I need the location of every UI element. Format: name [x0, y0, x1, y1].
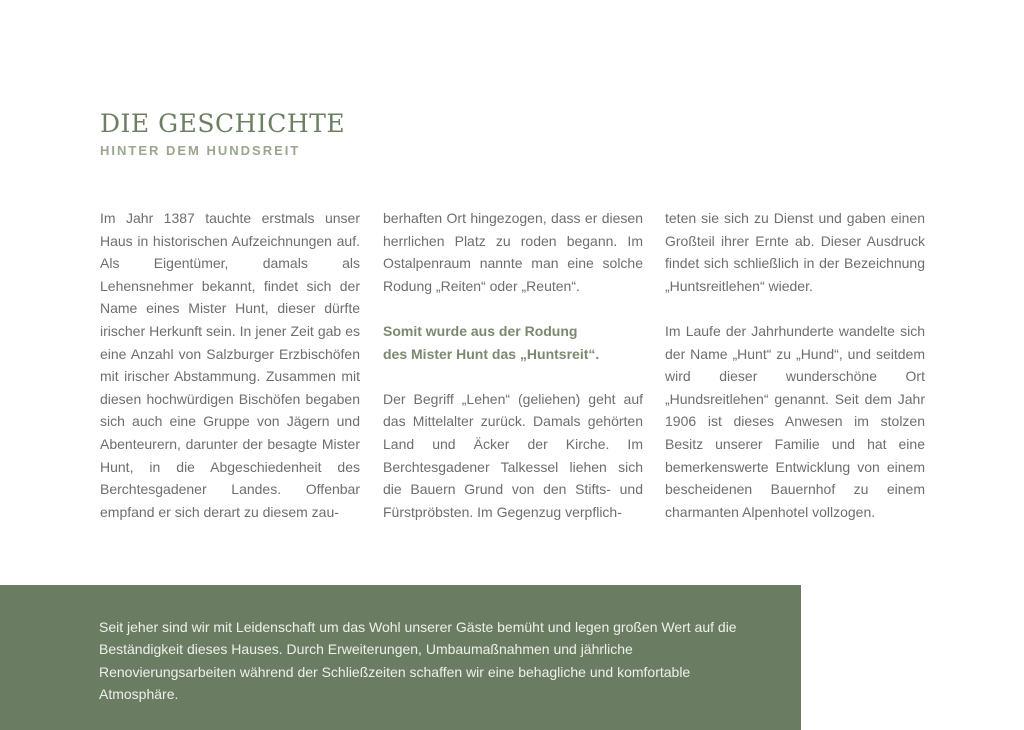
footer-band: [0, 585, 801, 730]
paragraph: teten sie sich zu Dienst und gaben einen Großteil ihrer Ernte ab. Dieser Ausdruck findet sich schließlich in der Bezeichnung „Huntsreitlehen“ wieder.: [665, 210, 925, 294]
paragraph: Der Begriff „Lehen“ (geliehen) geht auf das Mittelalter zurück. Damals gehörten Land und Äcker der Kirche. Im Berchtesgadener Talkessel liehen sich die Bauern Grund von den Stifts- und Fürstpröbsten. Im Gegenzug verpflich-: [383, 390, 643, 520]
text-column-1: [100, 207, 360, 523]
page-subtitle: HINTER DEM HUNDSREIT: [100, 143, 301, 158]
text-column-3: [665, 207, 925, 523]
highlight-line: des Mister Hunt das „Huntsreit“.: [383, 345, 600, 362]
paragraph: Im Laufe der Jahrhunderte wandelte sich der Name „Hunt“ zu „Hund“, und seitdem wird dieser wunderschöne Ort „Hundsreitlehen“ genannt. Seit dem Jahr 1906 ist dieses Anwesen im stolzen Besitz unserer Familie und hat eine bemerkenswerte Entwicklung von einem bescheidenen Bauernhof zu einem charmanten Alpenhotel vollzogen.: [665, 322, 925, 520]
text-column-2: [383, 207, 643, 523]
paragraph: Im Jahr 1387 tauchte erstmals unser Haus in historischen Aufzeichnungen auf. Als Eigentümer, damals als Lehensnehmer bekannt, findet sich der Name eines Mister Hunt, dieser dürfte irischer Herkunft sein. In jener Zeit gab es eine Anzahl von Salzburger Erzbischöfen mit irischer Abstammung. Zusammen mit diesen hochwürdigen Bischöfen begaben sich auch eine Gruppe von Jägern und Abenteurern, darunter der besagte Mister Hunt, in die Abgeschiedenheit des Berchtesgadener Landes. Offenbar empfand er sich derart zu diesem zau-: [100, 210, 360, 520]
highlight-line: Somit wurde aus der Rodung: [383, 322, 578, 339]
section-heading: [100, 108, 345, 158]
band-text: Seit jeher sind wir mit Leidenschaft um das Wohl unserer Gäste bemüht und legen großen Wert auf die Beständigkeit dieses Hauses. Durch Erweiterungen, Umbaumaßnahmen und jährliche Renovierungsarbeiten während der Schließzeiten schaffen wir eine behagliche und komfortable Atmosphäre.: [99, 619, 737, 703]
highlight-paragraph: [383, 320, 643, 365]
page-title: DIE GESCHICHTE: [100, 109, 346, 138]
paragraph: berhaften Ort hingezogen, dass er diesen herrlichen Platz zu roden begann. Im Ostalpenraum nannte man eine solche Rodung „Reiten“ oder „Reuten“.: [383, 210, 643, 294]
